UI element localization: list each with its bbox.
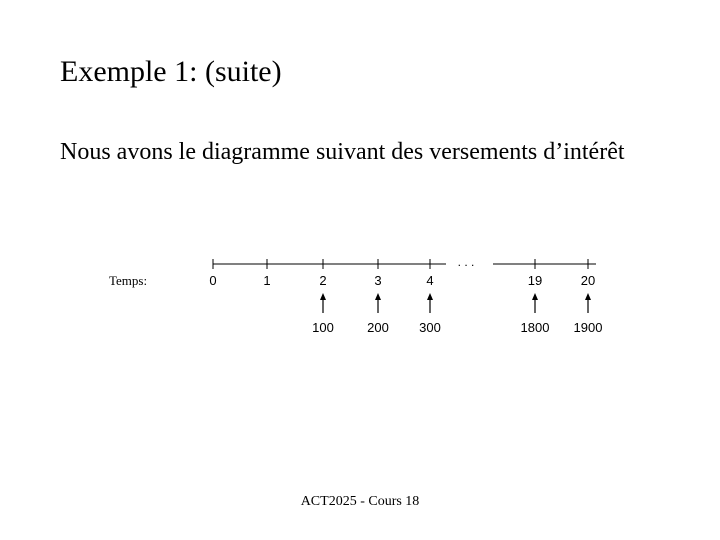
timeline-ticks xyxy=(209,259,595,288)
up-arrow-icon xyxy=(585,293,591,300)
timeline-time-label: 2 xyxy=(319,273,327,288)
timeline-payments xyxy=(312,293,602,335)
slide-text: Nous avons le diagramme suivant des versements d’intérêt xyxy=(60,139,625,165)
up-arrow-icon xyxy=(320,293,326,300)
payment-amount: 1800 xyxy=(520,320,550,335)
timeline-ellipsis: . . . xyxy=(457,255,475,269)
payment-amount: 100 xyxy=(312,320,334,335)
timeline-time-label: 4 xyxy=(426,273,434,288)
payment-amount: 200 xyxy=(367,320,389,335)
timeline-time-label: 19 xyxy=(527,273,543,288)
up-arrow-icon xyxy=(532,293,538,300)
up-arrow-icon xyxy=(427,293,433,300)
slide-footer: ACT2025 - Cours 18 xyxy=(300,494,420,509)
timeline-time-label: 20 xyxy=(580,273,596,288)
slide-title: Exemple 1: (suite) xyxy=(60,55,282,88)
timeline-label: Temps: xyxy=(109,273,148,288)
timeline-time-label: 3 xyxy=(374,273,382,288)
timeline-time-label: 0 xyxy=(209,273,217,288)
payment-amount: 300 xyxy=(419,320,441,335)
payment-amount: 1900 xyxy=(573,320,603,335)
up-arrow-icon xyxy=(375,293,381,300)
timeline-time-label: 1 xyxy=(263,273,271,288)
